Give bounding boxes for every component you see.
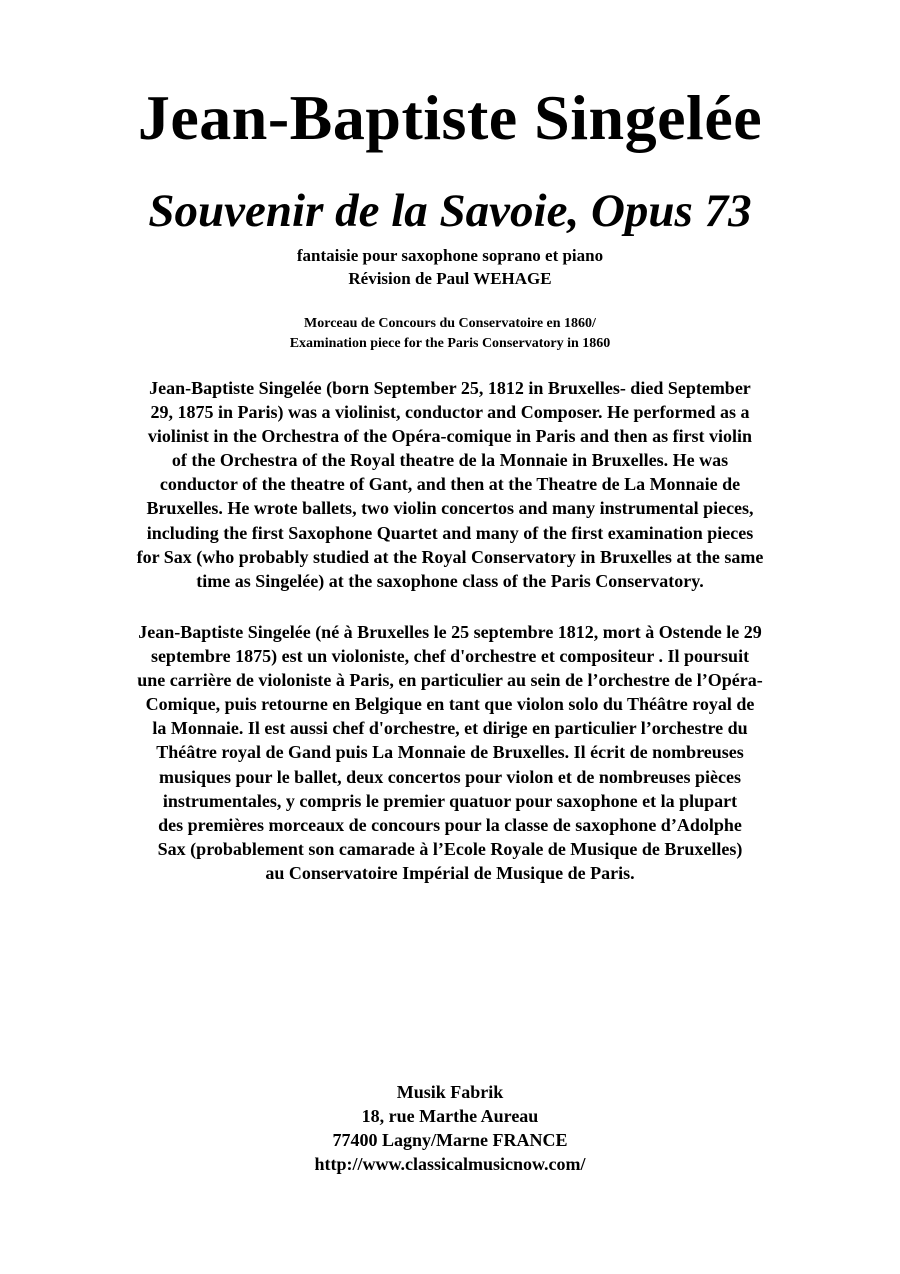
bio-en-line: Bruxelles. He wrote ballets, two violin concertos and many instrumental pieces, [146,498,754,519]
subtitle [0,244,900,290]
bio-fr-line: des premières morceaux de concours pour la classe de saxophone d’Adolphe [158,814,742,835]
bio-fr-line: Comique, puis retourne en Belgique en tant que violon solo du Théâtre royal de [145,694,755,715]
work-title: Souvenir de la Savoie, Opus 73 [148,185,752,237]
bio-en-line: for Sax (who probably studied at the Royal Conservatory in Bruxelles at the same [136,546,764,567]
publisher-name: Musik Fabrik [396,1082,504,1102]
bio-fr-line: musiques pour le ballet, deux concertos pour violon et de nombreuses pièces [158,766,742,787]
revision-line: Révision de Paul WEHAGE [348,269,552,288]
publisher-block [0,1080,900,1176]
concours-line-en: Examination piece for the Paris Conservatory in 1860 [289,336,611,351]
concours-line-fr: Morceau de Concours du Conservatoire en 1860/ [304,316,596,331]
bio-en-line: time as Singelée) at the saxophone class of the Paris Conservatory. [196,570,704,591]
bio-en-line: of the Orchestra of the Royal theatre de la Monnaie in Bruxelles. He was [171,450,729,471]
bio-en-line: Jean-Baptiste Singelée (born September 25, 1812 in Bruxelles- died September [149,378,751,398]
bio-fr-line: au Conservatoire Impérial de Musique de Paris. [265,862,635,883]
instrumentation-line: fantaisie pour saxophone soprano et piano [296,246,604,265]
bio-fr-line: Sax (probablement son camarade à l’Ecole Royale de Musique de Bruxelles) [157,838,743,859]
publisher-url: http://www.classicalmusicnow.com/ [314,1154,586,1174]
bio-fr-line: une carrière de violoniste à Paris, en particulier au sein de l’orchestre de l’Opéra- [137,670,763,691]
bio-en-line: 29, 1875 in Paris) was a violinist, conductor and Composer. He performed as a [150,402,750,423]
bio-fr-line: Jean-Baptiste Singelée (né à Bruxelles le 25 septembre 1812, mort à Ostende le 29 [138,622,762,642]
composer-name: Jean-Baptiste Singelée [137,82,763,153]
publisher-city: 77400 Lagny/Marne FRANCE [332,1130,568,1150]
bio-fr-line: Théâtre royal de Gand puis La Monnaie de Bruxelles. Il écrit de nombreuses [156,742,744,763]
bio-en-line: conductor of the theatre of Gant, and then at the Theatre de La Monnaie de [159,474,741,495]
concours-note [0,314,900,354]
bio-en-line: violinist in the Orchestra of the Opéra-comique in Paris and then as first violin [147,426,753,447]
bio-fr-line: la Monnaie. Il est aussi chef d'orchestre, et dirige en particulier l’orchestre du [152,718,748,739]
biography-french [0,620,900,885]
bio-fr-line: septembre 1875) est un violoniste, chef d'orchestre et compositeur . Il poursuit [150,646,750,667]
publisher-street: 18, rue Marthe Aureau [361,1106,539,1126]
bio-en-line: including the first Saxophone Quartet and many of the first examination pieces [146,522,754,543]
biography-english [0,376,900,593]
bio-fr-line: instrumentales, y compris le premier quatuor pour saxophone et la plupart [162,790,738,811]
